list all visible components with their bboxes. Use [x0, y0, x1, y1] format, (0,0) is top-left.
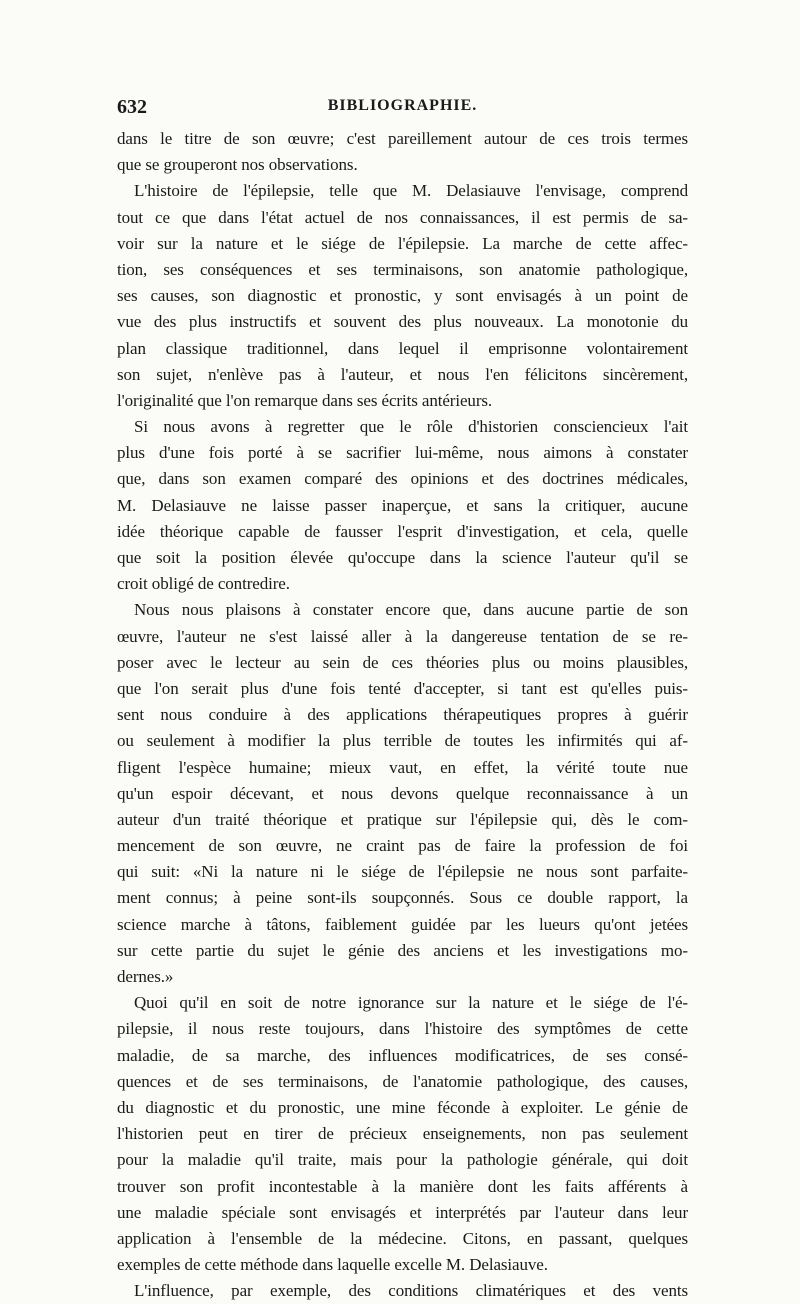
text-line: tout ce que dans l'état actuel de nos connaissances, il est permis de sa-: [117, 207, 688, 227]
text-line: mencement de son œuvre, ne craint pas de faire la profession de foi: [117, 836, 688, 856]
text-line: l'originalité que l'on remarque dans ses écrits antérieurs.: [117, 390, 493, 410]
text-line: exemples de cette méthode dans laquelle excelle M. Delasiauve.: [117, 1255, 548, 1275]
running-head: [117, 96, 688, 122]
text-line: que, dans son examen comparé des opinions et des doctrines médicales,: [117, 469, 688, 489]
text-line: pour la maladie qu'il traite, mais pour la pathologie générale, qui doit: [117, 1150, 688, 1170]
text-line: plan classique traditionnel, dans lequel il emprisonne volontairement: [117, 338, 688, 358]
text-line: Si nous avons à regretter que le rôle d'historien consciencieux l'ait: [134, 417, 688, 437]
text-line: ou seulement à modifier la plus terrible de toutes les infirmités qui af-: [117, 731, 688, 751]
text-line: trouver son profit incontestable à la manière dont les faits afférents à: [117, 1176, 688, 1196]
text-line: sur cette partie du sujet le génie des anciens et les investigations mo-: [117, 940, 688, 960]
text-line: que soit la position élevée qu'occupe dans la science l'auteur qu'il se: [117, 548, 688, 567]
text-line: fligent l'espèce humaine; mieux vaut, en effet, la vérité toute nue: [117, 757, 688, 777]
text-line: application à l'ensemble de la médecine. Citons, en passant, quelques: [117, 1228, 688, 1248]
text-line: que se grouperont nos observations.: [117, 155, 358, 175]
text-line: croit obligé de contredire.: [117, 574, 290, 594]
text-line: poser avec le lecteur au sein de ces théories plus ou moins plausibles,: [117, 652, 688, 672]
running-head-title: BIBLIOGRAPHIE.: [327, 97, 478, 114]
text-line: voir sur la nature et le siége de l'épilepsie. La marche de cette affec-: [117, 233, 688, 253]
text-line: M. Delasiauve ne laisse passer inaperçue, et sans la critiquer, aucune: [117, 495, 688, 515]
text-line: L'influence, par exemple, des conditions climatériques et des vents: [134, 1281, 688, 1301]
text-line: son sujet, n'enlève pas à l'auteur, et nous l'en félicitons sincèrement,: [117, 364, 688, 384]
text-line: dernes.»: [117, 967, 174, 986]
text-line: vue des plus instructifs et souvent des plus nouveaux. La monotonie du: [117, 312, 688, 332]
text-line: sent nous conduire à des applications thérapeutiques propres à guérir: [117, 705, 688, 725]
text-line: Nous nous plaisons à constater encore que, dans aucune partie de son: [134, 600, 688, 620]
text-line: idée théorique capable de fausser l'esprit d'investigation, et cela, quelle: [117, 521, 688, 541]
text-line: pilepsie, il nous reste toujours, dans l'histoire des symptômes de cette: [117, 1019, 688, 1039]
text-line: quences et de ses terminaisons, de l'anatomie pathologique, des causes,: [117, 1071, 688, 1091]
text-line: science marche à tâtons, faiblement guidée par les lueurs qu'ont jetées: [117, 914, 688, 934]
text-line: l'historien peut en tirer de précieux enseignements, non pas seulement: [117, 1124, 688, 1144]
text-line: que l'on serait plus d'une fois tenté d'accepter, si tant est qu'elles puis-: [117, 678, 688, 698]
text-line: du diagnostic et du pronostic, une mine féconde à exploiter. Le génie de: [117, 1097, 688, 1117]
text-line: L'histoire de l'épilepsie, telle que M. Delasiauve l'envisage, comprend: [134, 181, 688, 201]
text-line: dans le titre de son œuvre; c'est pareillement autour de ces trois termes: [117, 129, 688, 148]
text-line: maladie, de sa marche, des influences modificatrices, de ses consé-: [117, 1045, 688, 1065]
text-line: qui suit: «Ni la nature ni le siége de l'épilepsie ne nous sont parfaite-: [117, 862, 688, 882]
page-number: 632: [117, 96, 147, 118]
text-line: auteur d'un traité théorique et pratique sur l'épilepsie qui, dès le com-: [117, 809, 688, 829]
body-text: [117, 126, 688, 1304]
text-line: ment connus; à peine sont-ils soupçonnés. Sous ce double rapport, la: [117, 888, 688, 908]
text-line: plus d'une fois porté à se sacrifier lui-même, nous aimons à constater: [117, 443, 688, 463]
text-line: qu'un espoir décevant, et nous devons quelque reconnaissance à un: [117, 783, 688, 803]
text-line: Quoi qu'il en soit de notre ignorance sur la nature et le siége de l'é-: [134, 993, 688, 1013]
text-line: œuvre, l'auteur ne s'est laissé aller à la dangereuse tentation de se re-: [117, 626, 688, 646]
text-line: tion, ses conséquences et ses terminaisons, son anatomie pathologique,: [117, 259, 688, 279]
text-line: ses causes, son diagnostic et pronostic, y sont envisagés à un point de: [117, 286, 688, 306]
text-line: une maladie spéciale sont envisagés et interprétés par l'auteur dans leur: [117, 1202, 688, 1222]
